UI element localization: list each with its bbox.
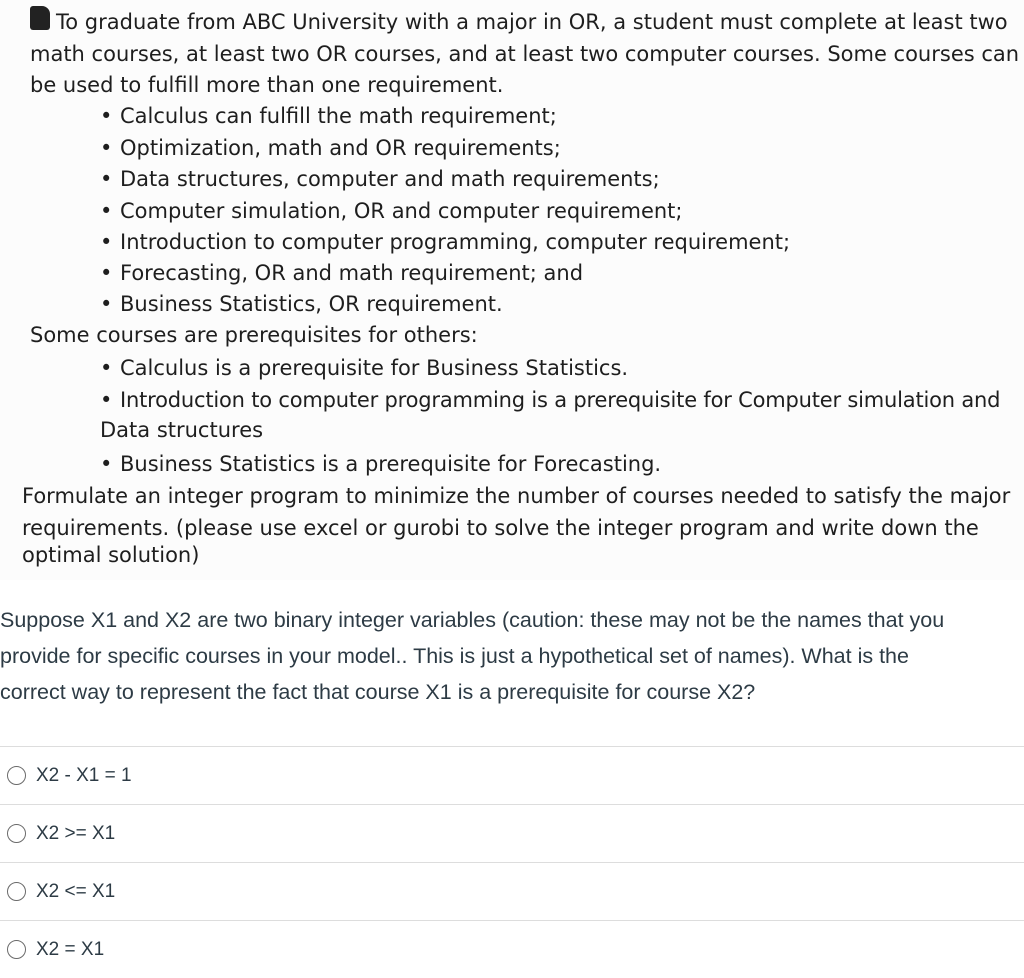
answer-option-label[interactable]: X2 <= X1 [36, 880, 116, 902]
radio-button[interactable] [7, 882, 26, 901]
formulate-line-1: Formulate an integer program to minimize the number of courses needed to satisfy the major [22, 484, 1011, 508]
answer-option-label[interactable]: X2 = X1 [36, 938, 105, 960]
prereq-item: • Business Statistics is a prerequisite for Forecasting. [100, 452, 662, 476]
intro-line-2: math courses, at least two OR courses, and at least two computer courses. Some courses can [30, 42, 1020, 66]
formulate-line-3: optimal solution) [22, 543, 200, 567]
requirement-item: • Calculus can fulfill the math requirement; [100, 104, 557, 128]
question-line-1: Suppose X1 and X2 are two binary integer variables (caution: these may not be the names that you [0, 608, 945, 632]
answer-option-label[interactable]: X2 - X1 = 1 [36, 764, 132, 786]
answer-option-3[interactable] [0, 862, 1024, 920]
radio-button[interactable] [7, 824, 26, 843]
prereq-heading: Some courses are prerequisites for others: [30, 323, 478, 347]
answer-choices [0, 746, 1024, 978]
requirement-item: • Computer simulation, OR and computer requirement; [100, 199, 683, 223]
requirement-item: • Forecasting, OR and math requirement; and [100, 261, 584, 285]
question-number-mark [30, 6, 50, 30]
prereq-item: • Introduction to computer programming is a prerequisite for Computer simulation and [100, 388, 1001, 412]
requirement-item: • Optimization, math and OR requirements; [100, 136, 561, 160]
formulate-line-2: requirements. (please use excel or gurobi to solve the integer program and write down the [22, 516, 979, 540]
requirement-item: • Business Statistics, OR requirement. [100, 292, 503, 316]
answer-option-2[interactable] [0, 804, 1024, 862]
radio-button[interactable] [7, 940, 26, 959]
answer-option-1[interactable] [0, 746, 1024, 804]
prereq-continuation: Data structures [100, 418, 264, 442]
requirement-item: • Introduction to computer programming, computer requirement; [100, 230, 791, 254]
intro-line-3: be used to fulfill more than one requirement. [30, 73, 504, 97]
prereq-item: • Calculus is a prerequisite for Business Statistics. [100, 356, 629, 380]
question-line-3: correct way to represent the fact that course X1 is a prerequisite for course X2? [0, 680, 756, 704]
intro-line-1: To graduate from ABC University with a major in OR, a student must complete at least two [56, 10, 1008, 34]
answer-option-4[interactable] [0, 920, 1024, 978]
answer-option-label[interactable]: X2 >= X1 [36, 822, 116, 844]
requirement-item: • Data structures, computer and math requirements; [100, 167, 660, 191]
question-line-2: provide for specific courses in your model.. This is just a hypothetical set of names). What is the [0, 644, 909, 668]
radio-button[interactable] [7, 766, 26, 785]
